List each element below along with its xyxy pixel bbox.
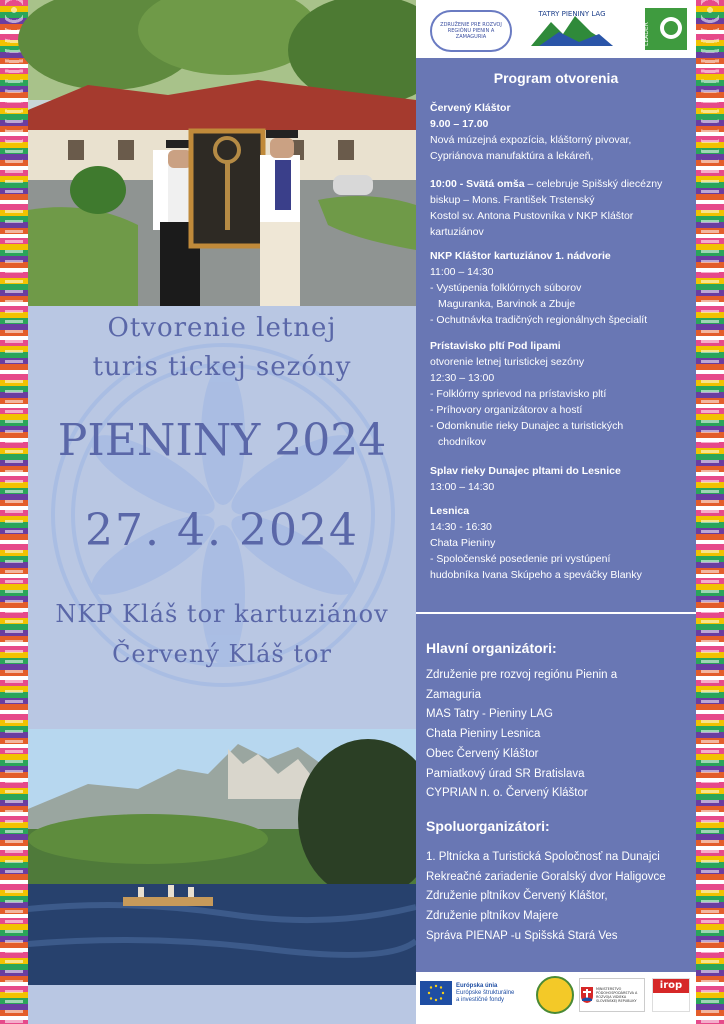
co-organizers-list <box>426 848 688 947</box>
eu-logo <box>420 978 530 1008</box>
program-line: kartuziánov <box>430 226 484 238</box>
program-line: - Spoločenské posedenie pri vystúpení <box>430 553 611 565</box>
program-line: - Ochutnávka tradičných regionálnych špecialít <box>430 314 648 326</box>
eu-line1: Európska únia <box>456 982 498 989</box>
program-line: - Príhovory organizátorov a hostí <box>430 404 583 416</box>
program-block-1 <box>430 100 692 164</box>
poster-left-column <box>28 0 416 1024</box>
top-logos <box>416 0 696 58</box>
program-line: Nová múzejná expozícia, kláštorný pivovar, <box>430 134 632 146</box>
event-title: PIENINY 2024 <box>57 415 387 466</box>
co-organizer-item: Rekreačné zariadenie Goralský dvor Haligovce <box>426 870 666 883</box>
bottom-logos <box>416 972 696 1024</box>
program-line: chodníkov <box>438 436 486 448</box>
program-line: Kostol sv. Antona Pustovníka v NKP Kláštor <box>430 210 634 222</box>
program-block-6 <box>430 503 692 583</box>
program-line: 12:30 – 13:00 <box>430 372 495 384</box>
organizer-item: Zamaguria <box>426 688 481 701</box>
zdruzenie-logo: ZDRUŽENIE PRE ROZVOJ REGIÓNU PIENIN A ZAMAGURIA <box>430 10 512 52</box>
program-line: biskup – Mons. František Trstenský <box>430 194 595 206</box>
program-line: 14:30 - 16:30 <box>430 521 492 533</box>
leader-logo <box>645 8 687 50</box>
tatry-pieniny-lag-text: TATRY PIENINY LAG <box>538 10 606 18</box>
venue-line2: Červený Kláš tor <box>112 640 332 668</box>
organizer-item: CYPRIAN n. o. Červený Kláštor <box>426 787 588 800</box>
program-line: - Odomknutie rieky Dunajec a turistických <box>430 420 624 432</box>
irop-text: irop <box>653 979 689 993</box>
program-line: otvorenie letnej turistickej sezóny <box>430 356 585 368</box>
program-block-5 <box>430 463 692 495</box>
program-block-2 <box>430 176 692 240</box>
program-line: 13:00 – 14:30 <box>430 481 495 493</box>
regional-emblem-logo <box>536 976 574 1014</box>
program-block-4 <box>430 338 692 450</box>
program-block-4-head: Prístavisko pltí Pod lipami <box>430 340 561 352</box>
program-section <box>416 58 696 610</box>
program-block-5-head: Splav rieky Dunajec pltami do Lesnice <box>430 465 621 477</box>
program-line: hudobníka Ivana Skúpeho a speváčky Blanky <box>430 569 642 581</box>
program-line: Maguranka, Barvinok a Zbuje <box>438 298 576 310</box>
program-line: - Folklórny sprievod na prístavisko pltí <box>430 388 607 400</box>
main-organizers-list <box>426 666 688 804</box>
leader-logo-text: LEADER <box>643 22 650 46</box>
subtitle-line2: turis tickej sezóny <box>92 352 352 382</box>
organizer-item: Združenie pre rozvoj regiónu Pienin a <box>426 669 618 681</box>
ministry-text: MINISTERSTVO PÔDOHOSPODÁRSTVA A ROZVOJA VIDIEKA SLOVENSKEJ REPUBLIKY <box>596 987 638 1003</box>
organizers-section <box>416 612 696 974</box>
event-date: 27. 4. 2024 <box>85 505 359 556</box>
program-block-1-head: Červený Kláštor <box>430 102 511 114</box>
program-heading: Program otvorenia <box>493 70 619 86</box>
program-block-3 <box>430 248 692 328</box>
program-block-1-time: 9.00 – 17.00 <box>430 118 489 130</box>
procession-photo <box>28 0 416 306</box>
program-line: Chata Pieniny <box>430 537 496 549</box>
folk-border-left <box>0 0 28 1024</box>
program-line: – celebruje Spišský diecézny <box>527 178 663 190</box>
organizer-item: MAS Tatry - Pieniny LAG <box>426 708 553 721</box>
poster-right-column <box>416 0 696 1024</box>
program-line: - Vystúpenia folklórnych súborov <box>430 282 582 294</box>
main-organizers-heading: Hlavní organizátori: <box>426 640 557 656</box>
left-bottom-strip <box>28 985 416 1024</box>
eu-line2: Európske štrukturálne <box>456 989 515 996</box>
program-block-2-head: 10:00 - Svätá omša <box>430 178 525 190</box>
co-organizer-item: Združenie pltníkov Majere <box>426 910 559 923</box>
slovak-coat-of-arms-icon <box>580 986 594 1004</box>
co-organizers-heading: Spoluorganizátori: <box>426 818 550 834</box>
co-organizer-item: Združenie pltníkov Červený Kláštor, <box>426 890 608 903</box>
program-block-6-head: Lesnica <box>430 505 470 517</box>
co-organizer-item: 1. Pltnícka a Turistická Spoločnosť na Dunajci <box>426 851 660 863</box>
ministry-logo <box>579 978 645 1012</box>
eu-flag-icon <box>420 981 452 1005</box>
eu-line3: a investičné fondy <box>456 996 505 1003</box>
tatry-pieniny-lag-logo <box>529 8 615 50</box>
program-block-3-head: NKP Kláštor kartuziánov 1. nádvorie <box>430 250 611 262</box>
folk-border-right <box>696 0 724 1024</box>
organizer-item: Pamiatkový úrad SR Bratislava <box>426 767 585 780</box>
co-organizer-item: Správa PIENAP -u Spišská Stará Ves <box>426 929 618 942</box>
river-rafting-photo <box>28 729 416 985</box>
venue-line1: NKP Kláš tor kartuziánov <box>55 600 389 628</box>
organizer-item: Obec Červený Kláštor <box>426 747 539 760</box>
irop-logo <box>652 978 690 1012</box>
program-line: Cypriánova manufaktúra a lekáreň, <box>430 150 594 162</box>
program-line: 11:00 – 14:30 <box>430 266 494 278</box>
organizer-item: Chata Pieniny Lesnica <box>426 728 541 741</box>
subtitle-line1: Otvorenie letnej <box>107 313 337 343</box>
